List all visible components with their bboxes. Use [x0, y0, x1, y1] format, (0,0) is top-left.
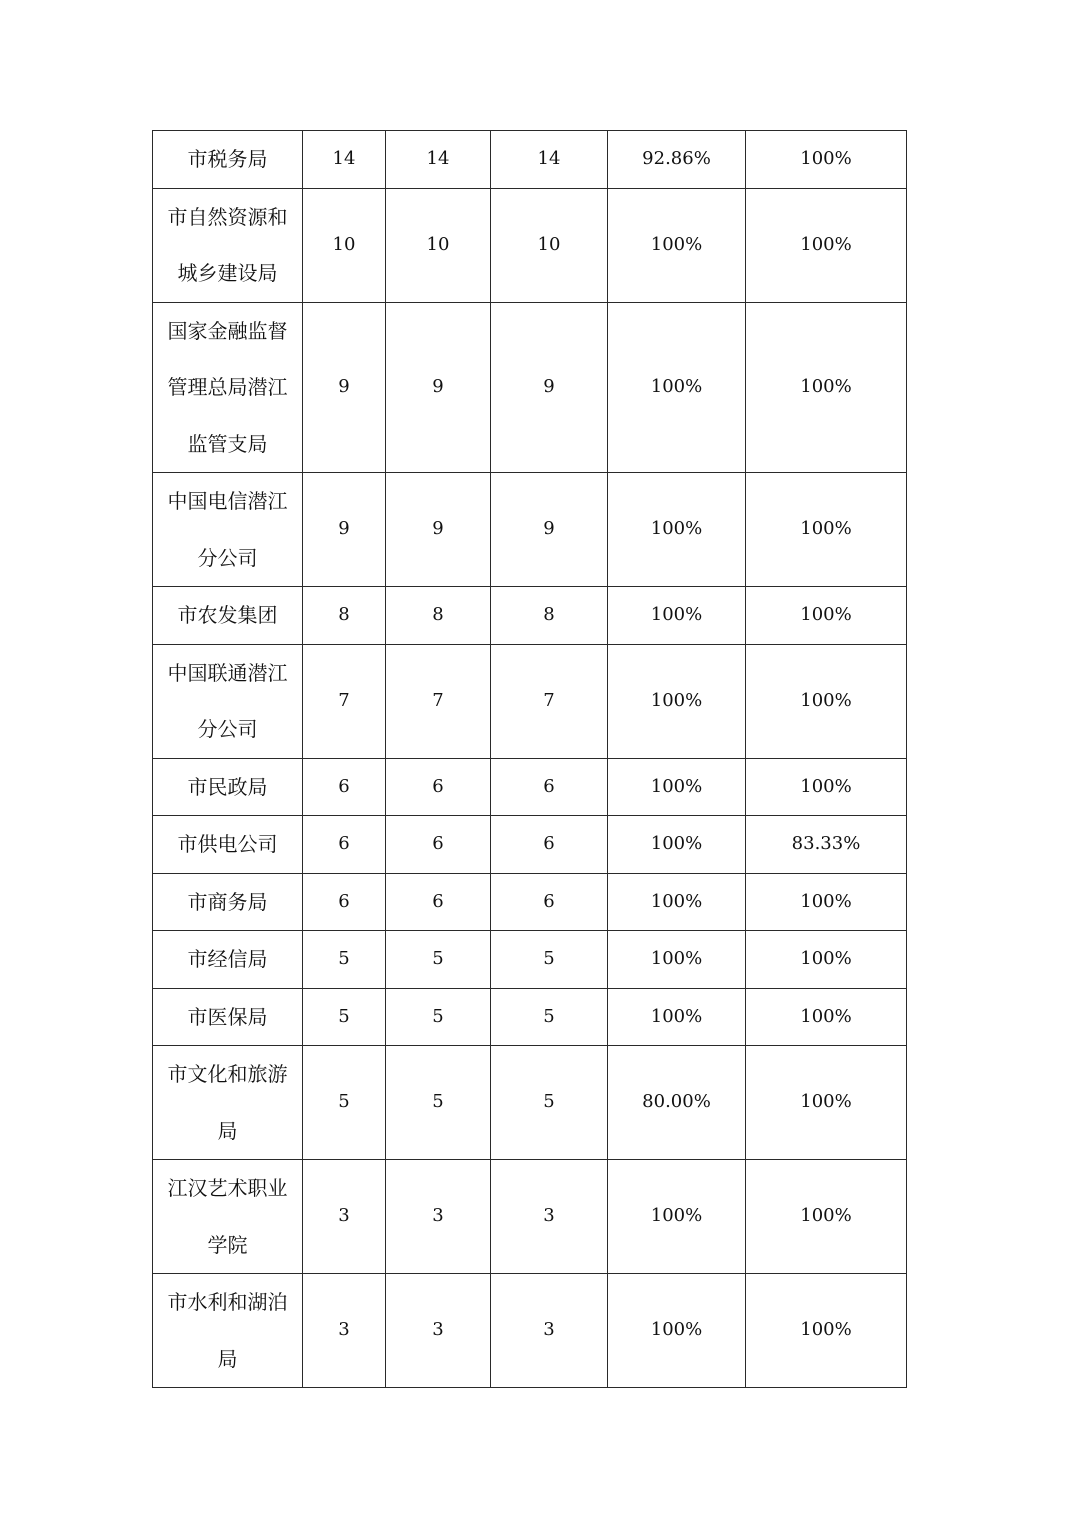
value-cell-c4: 100%: [608, 758, 746, 816]
value-cell-c2: 8: [386, 587, 491, 645]
org-name-cell: [153, 1046, 303, 1160]
value-cell-c3: 9: [491, 302, 608, 473]
table-row: [153, 931, 907, 989]
value-cell-c5: 100%: [746, 188, 907, 302]
value-cell-c1: 10: [303, 188, 386, 302]
value-cell-c4: 92.86%: [608, 131, 746, 189]
value-cell-c1: 5: [303, 988, 386, 1046]
table-row: [153, 1046, 907, 1160]
value-cell-c2: 5: [386, 1046, 491, 1160]
value-cell-c5: 83.33%: [746, 816, 907, 874]
org-name-line: 国家金融监督: [167, 318, 288, 343]
value-cell-c2: 3: [386, 1160, 491, 1274]
org-name-cell: [153, 302, 303, 473]
value-cell-c2: 6: [386, 816, 491, 874]
value-cell-c5: 100%: [746, 1274, 907, 1388]
org-name-line: 城乡建设局: [177, 261, 278, 285]
org-name-line: 局: [217, 1346, 238, 1371]
org-name-cell: [153, 931, 303, 989]
table-body: [153, 131, 907, 1388]
value-cell-c1: 7: [303, 644, 386, 758]
org-name-line: 学院: [207, 1232, 248, 1257]
org-name-line: 市自然资源和: [167, 204, 288, 229]
table-row: [153, 816, 907, 874]
table-row: [153, 758, 907, 816]
value-cell-c1: 6: [303, 758, 386, 816]
value-cell-c5: 100%: [746, 644, 907, 758]
table-row: [153, 1274, 907, 1388]
value-cell-c4: 100%: [608, 302, 746, 473]
value-cell-c4: 100%: [608, 644, 746, 758]
org-name-cell: [153, 587, 303, 645]
value-cell-c2: 5: [386, 931, 491, 989]
value-cell-c3: 5: [491, 1046, 608, 1160]
value-cell-c4: 100%: [608, 587, 746, 645]
value-cell-c2: 9: [386, 302, 491, 473]
org-name-cell: [153, 473, 303, 587]
org-name-line: 市经信局: [187, 947, 268, 971]
value-cell-c2: 10: [386, 188, 491, 302]
value-cell-c4: 100%: [608, 1160, 746, 1274]
value-cell-c3: 14: [491, 131, 608, 189]
value-cell-c4: 100%: [608, 873, 746, 931]
value-cell-c3: 5: [491, 931, 608, 989]
org-name-line: 中国电信潜江: [167, 489, 288, 513]
org-name-line: 中国联通潜江: [167, 660, 288, 685]
org-name-line: 市税务局: [187, 147, 268, 171]
value-cell-c5: 100%: [746, 587, 907, 645]
table-row: [153, 473, 907, 587]
org-name-cell: [153, 644, 303, 758]
value-cell-c3: 6: [491, 758, 608, 816]
value-cell-c3: 7: [491, 644, 608, 758]
value-cell-c4: 100%: [608, 931, 746, 989]
table-row: [153, 988, 907, 1046]
value-cell-c4: 100%: [608, 188, 746, 302]
value-cell-c5: 100%: [746, 1046, 907, 1160]
org-name-line: 市水利和湖泊: [167, 1290, 288, 1314]
value-cell-c1: 3: [303, 1274, 386, 1388]
value-cell-c4: 100%: [608, 1274, 746, 1388]
value-cell-c2: 3: [386, 1274, 491, 1388]
value-cell-c3: 5: [491, 988, 608, 1046]
value-cell-c1: 9: [303, 302, 386, 473]
value-cell-c3: 6: [491, 873, 608, 931]
value-cell-c1: 14: [303, 131, 386, 189]
value-cell-c4: 80.00%: [608, 1046, 746, 1160]
value-cell-c3: 9: [491, 473, 608, 587]
value-cell-c2: 6: [386, 758, 491, 816]
value-cell-c3: 10: [491, 188, 608, 302]
org-name-cell: [153, 131, 303, 189]
value-cell-c1: 5: [303, 931, 386, 989]
value-cell-c4: 100%: [608, 816, 746, 874]
org-name-cell: [153, 188, 303, 302]
value-cell-c1: 3: [303, 1160, 386, 1274]
org-name-line: 市医保局: [187, 1004, 268, 1029]
value-cell-c2: 6: [386, 873, 491, 931]
value-cell-c5: 100%: [746, 302, 907, 473]
value-cell-c5: 100%: [746, 758, 907, 816]
org-name-line: 市商务局: [187, 889, 268, 914]
value-cell-c5: 100%: [746, 873, 907, 931]
org-name-line: 监管支局: [187, 431, 268, 456]
org-name-line: 管理总局潜江: [167, 375, 288, 399]
value-cell-c2: 9: [386, 473, 491, 587]
value-cell-c1: 6: [303, 873, 386, 931]
org-name-line: 市供电公司: [177, 832, 278, 856]
org-name-cell: [153, 758, 303, 816]
org-name-cell: [153, 816, 303, 874]
table-row: [153, 188, 907, 302]
value-cell-c3: 6: [491, 816, 608, 874]
org-name-cell: [153, 873, 303, 931]
org-name-line: 分公司: [197, 545, 258, 570]
value-cell-c3: 3: [491, 1274, 608, 1388]
org-name-cell: [153, 988, 303, 1046]
value-cell-c1: 5: [303, 1046, 386, 1160]
value-cell-c5: 100%: [746, 988, 907, 1046]
table-row: [153, 302, 907, 473]
value-cell-c4: 100%: [608, 988, 746, 1046]
table-row: [153, 131, 907, 189]
value-cell-c4: 100%: [608, 473, 746, 587]
table-row: [153, 873, 907, 931]
org-name-line: 市民政局: [187, 774, 268, 799]
org-name-cell: [153, 1160, 303, 1274]
org-name-line: 分公司: [197, 717, 258, 741]
value-cell-c1: 9: [303, 473, 386, 587]
value-cell-c3: 8: [491, 587, 608, 645]
value-cell-c5: 100%: [746, 473, 907, 587]
value-cell-c2: 7: [386, 644, 491, 758]
value-cell-c5: 100%: [746, 131, 907, 189]
org-name-line: 市文化和旅游: [167, 1062, 288, 1086]
org-name-cell: [153, 1274, 303, 1388]
value-cell-c5: 100%: [746, 1160, 907, 1274]
org-name-line: 江汉艺术职业: [167, 1176, 288, 1200]
value-cell-c2: 14: [386, 131, 491, 189]
value-cell-c5: 100%: [746, 931, 907, 989]
org-name-line: 局: [217, 1118, 238, 1143]
table-row: [153, 587, 907, 645]
data-table: [152, 130, 907, 1388]
value-cell-c2: 5: [386, 988, 491, 1046]
table-row: [153, 1160, 907, 1274]
table-row: [153, 644, 907, 758]
value-cell-c3: 3: [491, 1160, 608, 1274]
value-cell-c1: 8: [303, 587, 386, 645]
value-cell-c1: 6: [303, 816, 386, 874]
org-name-line: 市农发集团: [177, 603, 278, 627]
